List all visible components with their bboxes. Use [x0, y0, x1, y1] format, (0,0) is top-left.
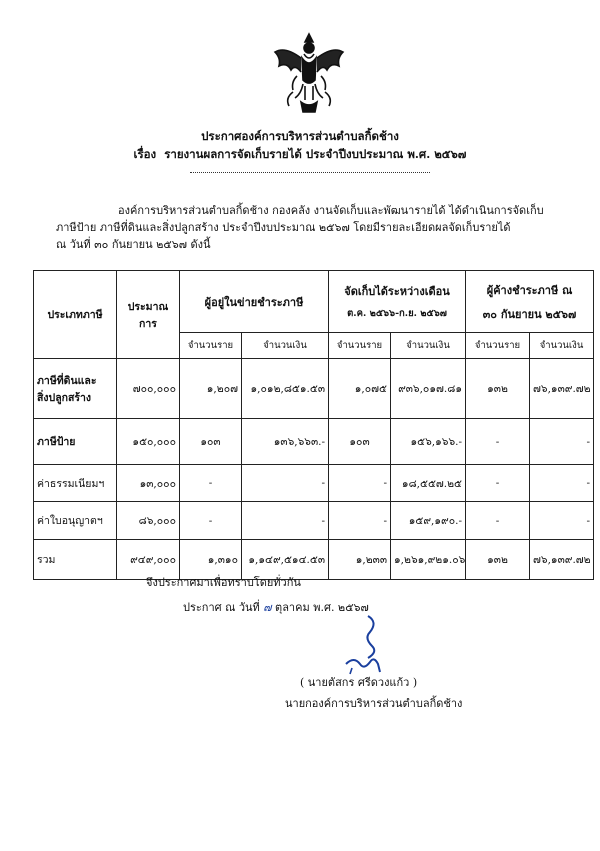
row-payers-count: ๑๐๓ [180, 419, 242, 465]
row-collected-amount: ๙๓๖,๐๑๗.๘๑ [391, 359, 466, 419]
row-payers-amount: ๑๓๖,๖๖๓.- [242, 419, 329, 465]
total-outstanding-count: ๑๓๒ [466, 540, 530, 580]
header-tax-type: ประเภทภาษี [34, 271, 117, 359]
date-prefix: ประกาศ ณ วันที่ [183, 601, 260, 614]
row-collected-amount: ๑๕๖,๑๖๖.- [391, 419, 466, 465]
intro-line-3: ณ วันที่ ๓๐ กันยายน ๒๕๖๗ ดังนี้ [56, 238, 211, 251]
row-payers-count: ๑,๒๐๗ [180, 359, 242, 419]
total-collected-amount: ๑,๒๖๑,๙๒๑.๐๖ [391, 540, 466, 580]
row-tax-type [34, 359, 117, 419]
signer-title: นายกองค์การบริหารส่วนตำบลกิ้ดช้าง [285, 697, 463, 710]
handwritten-signature-icon [338, 612, 386, 682]
row-payers-amount: - [242, 465, 329, 502]
row-outstanding-amount: ๗๖,๑๓๙.๗๒ [530, 359, 594, 419]
row-estimate: ๑๓,๐๐๐ [117, 465, 180, 502]
intro-line-1: องค์การบริหารส่วนตำบลกิ้ดช้าง กองคลัง งานจัดเก็บและพัฒนารายได้ ได้ดำเนินการจัดเก็บ [118, 204, 544, 217]
header-collected [329, 271, 466, 333]
total-outstanding-amount: ๗๖,๑๓๙.๗๒ [530, 540, 594, 580]
row-collected-count: - [329, 465, 391, 502]
row-estimate: ๑๕๐,๐๐๐ [117, 419, 180, 465]
revenue-table [33, 270, 594, 580]
date-suffix: ตุลาคม พ.ศ. ๒๕๖๗ [275, 601, 369, 614]
header-outstanding [466, 271, 594, 333]
header-estimate: ประมาณการ [117, 271, 180, 359]
sub-collected-amount: จำนวนเงิน [391, 333, 466, 359]
row-estimate: ๗๐๐,๐๐๐ [117, 359, 180, 419]
row-outstanding-count: - [466, 465, 530, 502]
signer-name: ( นายตัสกร ศรีดวงแก้ว ) [300, 676, 418, 689]
row-collected-amount: ๑๘,๕๕๗.๒๕ [391, 465, 466, 502]
total-payers-amount: ๑,๑๔๙,๕๑๔.๕๓ [242, 540, 329, 580]
sub-payers-amount: จำนวนเงิน [242, 333, 329, 359]
sub-payers-count: จำนวนราย [180, 333, 242, 359]
row-payers-amount: ๑,๐๑๒,๘๕๑.๕๓ [242, 359, 329, 419]
row-payers-count: - [180, 465, 242, 502]
row-tax-type-line1: ภาษีที่ดินและ [37, 374, 97, 387]
row-outstanding-amount: - [530, 502, 594, 540]
row-outstanding-amount: - [530, 465, 594, 502]
row-outstanding-count: - [466, 419, 530, 465]
row-tax-type: ภาษีป้าย [34, 419, 117, 465]
row-tax-type: ค่าใบอนุญาตฯ [34, 502, 117, 540]
row-collected-count: - [329, 502, 391, 540]
row-outstanding-amount: - [530, 419, 594, 465]
sub-outstanding-amount: จำนวนเงิน [530, 333, 594, 359]
row-outstanding-count: ๑๓๒ [466, 359, 530, 419]
header-outstanding-line2: ๓๐ กันยายน ๒๕๖๗ [482, 307, 577, 321]
header-collected-line2: ต.ค. ๒๕๖๖-ก.ย. ๒๕๖๗ [347, 308, 447, 319]
total-collected-count: ๑,๒๓๓ [329, 540, 391, 580]
subject-label: เรื่อง [133, 147, 157, 161]
total-payers-count: ๑,๓๑๐ [180, 540, 242, 580]
table-row [34, 359, 594, 419]
intro-line-2: ภาษีป้าย ภาษีที่ดินและสิ่งปลูกสร้าง ประจำปีงบประมาณ ๒๕๖๗ โดยมีรายละเอียดผลจัดเก็บรายได้ [56, 221, 511, 234]
announcement-title: ประกาศองค์การบริหารส่วนตำบลกิ้ดช้าง [201, 129, 399, 143]
header-payers: ผู้อยู่ในข่ายชำระภาษี [180, 271, 329, 333]
row-collected-count: ๑๐๓ [329, 419, 391, 465]
sub-collected-count: จำนวนราย [329, 333, 391, 359]
row-payers-count: - [180, 502, 242, 540]
row-collected-count: ๑,๐๗๕ [329, 359, 391, 419]
row-outstanding-count: - [466, 502, 530, 540]
subject-text: รายงานผลการจัดเก็บรายได้ ประจำปีงบประมาณ พ.ศ. ๒๕๖๗ [164, 147, 467, 161]
header-collected-line1: จัดเก็บได้ระหว่างเดือน [344, 285, 450, 298]
row-collected-amount: ๑๕๙,๑๙๐.- [391, 502, 466, 540]
header-outstanding-line1: ผู้ค้างชำระภาษี ณ [486, 283, 573, 297]
total-label: รวม [34, 540, 117, 580]
announce-text: จึงประกาศมาเพื่อทราบโดยทั่วกัน [146, 576, 301, 589]
announcement-subject [0, 146, 600, 164]
table-row [34, 465, 594, 502]
intro-paragraph [56, 202, 576, 253]
sub-outstanding-count: จำนวนราย [466, 333, 530, 359]
total-estimate: ๙๔๙,๐๐๐ [117, 540, 180, 580]
row-tax-type: ค่าธรรมเนียมฯ [34, 465, 117, 502]
table-total-row [34, 540, 594, 580]
table-row [34, 502, 594, 540]
row-estimate: ๘๖,๐๐๐ [117, 502, 180, 540]
date-day: ๗ [263, 601, 272, 614]
row-payers-amount: - [242, 502, 329, 540]
dotted-divider [190, 166, 430, 173]
row-tax-type-line2: สิ่งปลูกสร้าง [37, 391, 92, 404]
table-row [34, 419, 594, 465]
garuda-emblem-icon [271, 28, 347, 118]
